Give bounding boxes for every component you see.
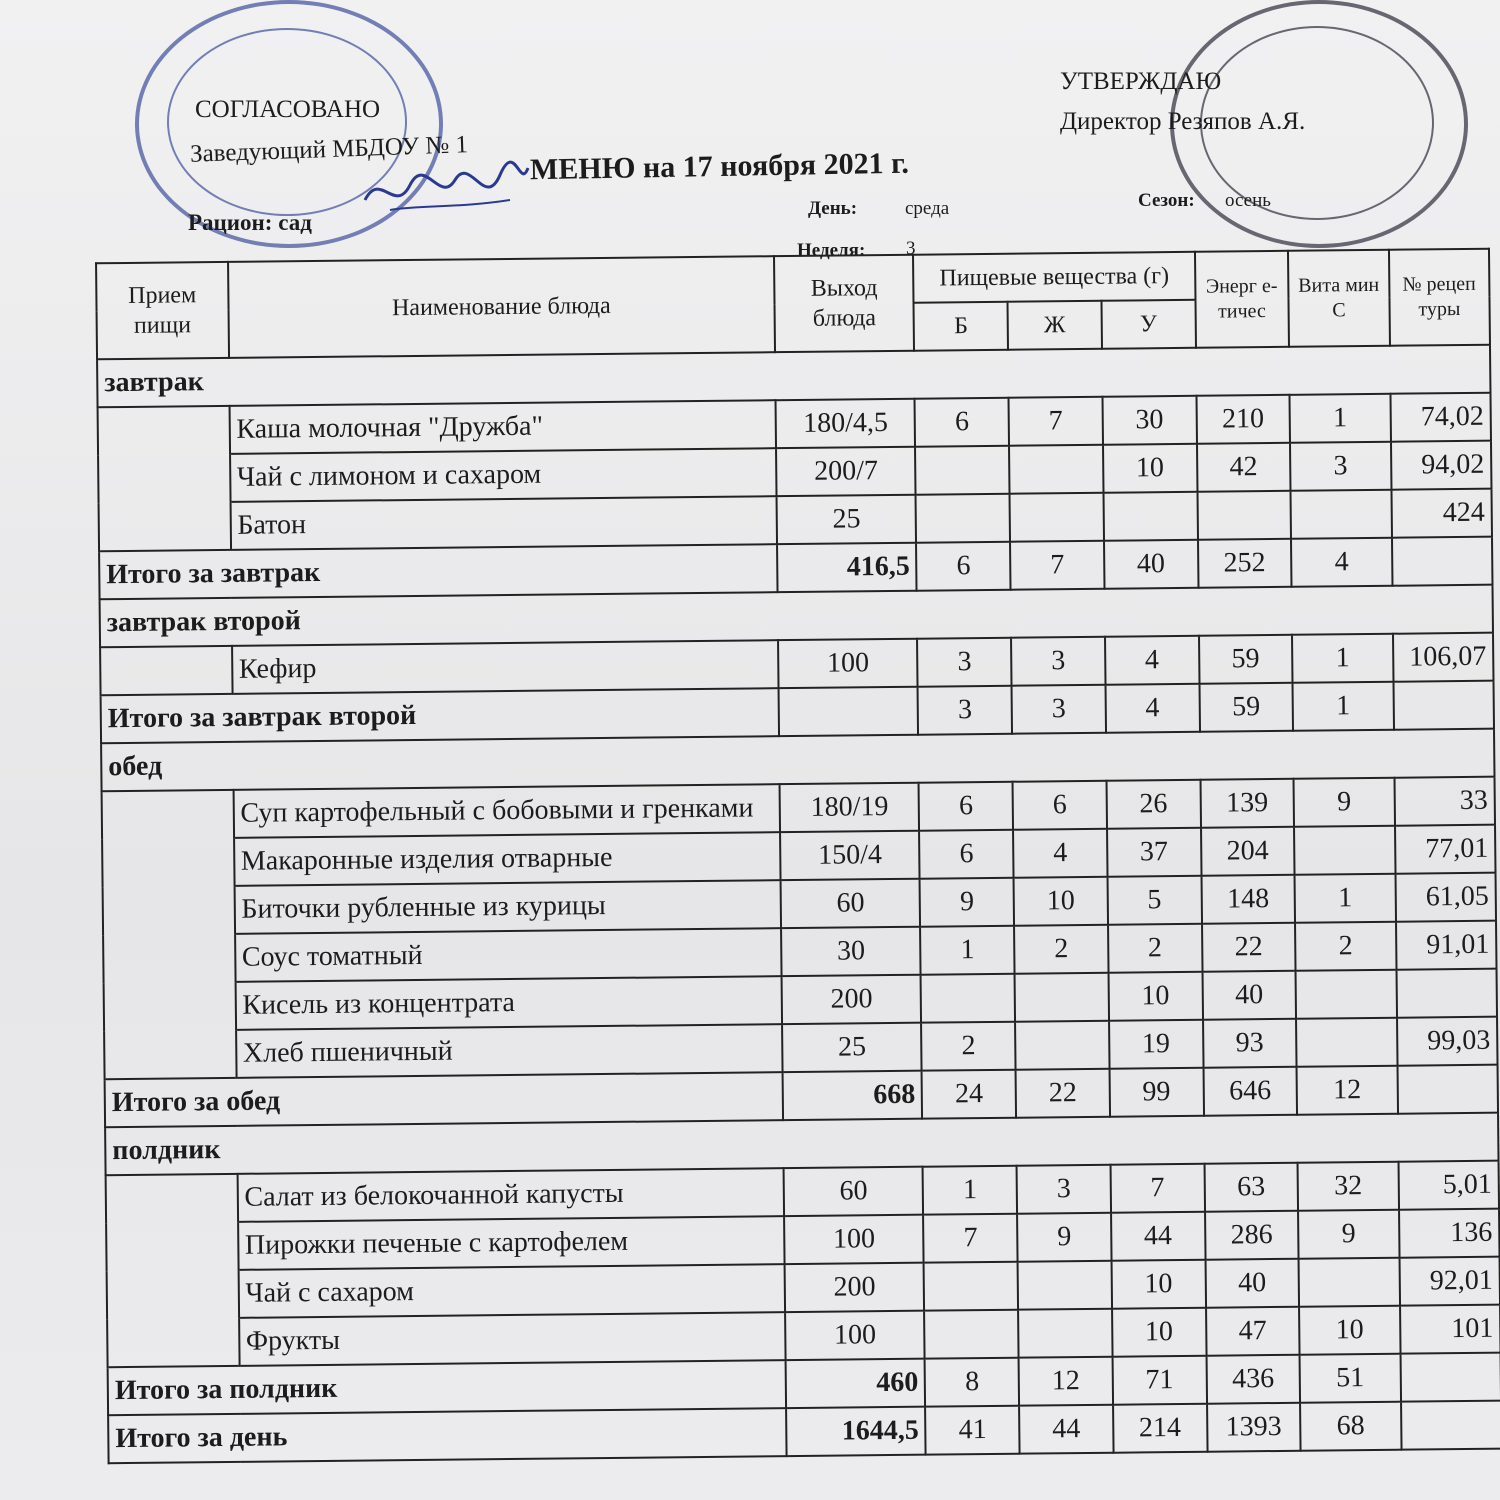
cell-energy: 40 <box>1205 1259 1299 1308</box>
header-dish: Наименование блюда <box>228 256 775 358</box>
cell-recipe <box>1396 969 1497 1018</box>
meal-indent-cell <box>107 1318 239 1367</box>
meal-section-label: завтрак второй <box>100 585 1493 648</box>
total-zh: 7 <box>1010 541 1104 590</box>
page-title: МЕНЮ на 17 ноября 2021 г. <box>529 146 910 187</box>
cell-b: 6 <box>915 398 1009 447</box>
cell-energy: 47 <box>1206 1307 1300 1356</box>
day-total-zh: 44 <box>1019 1405 1113 1454</box>
cell-u: 10 <box>1112 1308 1206 1357</box>
meal-section-label: полдник <box>105 1113 1498 1176</box>
cell-zh <box>1010 493 1104 542</box>
meal-indent-cell <box>98 406 230 455</box>
header-energy: Энерг е-тичес <box>1195 251 1290 348</box>
cell-energy: 204 <box>1201 827 1295 876</box>
cell-b <box>915 446 1009 495</box>
week-label: Неделя: <box>797 240 866 261</box>
cell-b: 7 <box>924 1214 1018 1263</box>
cell-yield: 200 <box>782 975 922 1024</box>
total-energy: 646 <box>1203 1067 1297 1116</box>
menu-table-wrapper <box>95 248 1500 1453</box>
dish-name: Хлеб пшеничный <box>236 1024 783 1078</box>
cell-zh <box>1009 445 1103 494</box>
cell-u: 4 <box>1105 636 1199 685</box>
total-b: 8 <box>925 1358 1019 1407</box>
total-yield: 460 <box>786 1359 926 1408</box>
total-zh: 12 <box>1019 1357 1113 1406</box>
header-yield: Выход блюда <box>774 255 914 352</box>
cell-b: 9 <box>920 878 1014 927</box>
cell-zh <box>1018 1261 1112 1310</box>
meal-indent-cell <box>103 934 235 983</box>
dish-name: Суп картофельный с бобовыми и гренками <box>233 784 780 838</box>
cell-zh: 9 <box>1017 1213 1111 1262</box>
cell-b <box>916 494 1010 543</box>
total-yield <box>779 687 919 736</box>
total-energy: 252 <box>1198 539 1292 588</box>
dish-name: Чай с сахаром <box>238 1264 785 1318</box>
cell-recipe: 61,05 <box>1395 873 1496 922</box>
cell-recipe: 74,02 <box>1390 393 1491 442</box>
cell-yield: 30 <box>781 927 921 976</box>
day-total-u: 214 <box>1113 1404 1207 1453</box>
cell-yield: 100 <box>784 1215 924 1264</box>
ration-label: Рацион: сад <box>188 210 312 235</box>
header-vitamin: Вита мин С <box>1288 250 1389 347</box>
meal-indent-cell <box>104 1030 236 1079</box>
meal-section-label: завтрак <box>97 345 1490 408</box>
total-b: 3 <box>918 686 1012 735</box>
cell-recipe: 5,01 <box>1398 1161 1499 1210</box>
total-yield: 416,5 <box>777 543 917 592</box>
dish-name: Батон <box>230 496 777 550</box>
cell-vit <box>1296 1018 1397 1067</box>
header-b: Б <box>914 302 1008 351</box>
cell-zh: 6 <box>1013 781 1107 830</box>
total-label: Итого за завтрак <box>99 544 778 599</box>
cell-yield: 180/4,5 <box>776 399 916 448</box>
total-u: 71 <box>1112 1356 1206 1405</box>
cell-b <box>924 1262 1018 1311</box>
total-recipe <box>1400 1353 1500 1402</box>
meal-indent-cell <box>100 646 232 695</box>
header-u: У <box>1101 300 1195 349</box>
header-nutrients: Пищевые вещества (г) <box>913 252 1195 303</box>
cell-u: 19 <box>1109 1020 1203 1069</box>
cell-u: 30 <box>1102 396 1196 445</box>
dish-name: Пирожки печеные с картофелем <box>238 1216 785 1270</box>
cell-vit: 9 <box>1298 1210 1399 1259</box>
cell-u: 10 <box>1111 1260 1205 1309</box>
cell-energy: 139 <box>1200 779 1294 828</box>
cell-zh: 2 <box>1014 925 1108 974</box>
day-value: среда <box>905 198 950 219</box>
meal-indent-cell <box>106 1222 238 1271</box>
cell-b: 3 <box>917 638 1011 687</box>
dish-name: Соус томатный <box>235 928 782 982</box>
header-recipe: № рецеп туры <box>1389 249 1490 346</box>
cell-recipe: 91,01 <box>1396 921 1497 970</box>
cell-yield: 150/4 <box>780 831 920 880</box>
total-label: Итого за завтрак второй <box>101 688 780 743</box>
cell-yield: 60 <box>781 879 921 928</box>
cell-energy: 59 <box>1199 635 1293 684</box>
total-b: 6 <box>916 542 1010 591</box>
cell-yield: 60 <box>784 1167 924 1216</box>
header-meal: Прием пищи <box>96 262 229 359</box>
dish-name: Макаронные изделия отварные <box>234 832 781 886</box>
cell-vit <box>1299 1258 1400 1307</box>
cell-u: 10 <box>1103 444 1197 493</box>
menu-table <box>95 248 1500 1465</box>
cell-recipe: 136 <box>1399 1209 1500 1258</box>
cell-energy: 210 <box>1196 395 1290 444</box>
meal-indent-cell <box>102 838 234 887</box>
meal-indent-cell <box>104 982 236 1031</box>
cell-recipe: 92,01 <box>1399 1257 1500 1306</box>
total-recipe <box>1392 537 1493 586</box>
cell-b: 1 <box>921 926 1015 975</box>
week-value: 3 <box>906 238 916 259</box>
cell-energy: 148 <box>1201 875 1295 924</box>
cell-recipe: 94,02 <box>1391 441 1492 490</box>
dish-name: Кефир <box>232 640 779 694</box>
total-label: Итого за полдник <box>108 1360 787 1415</box>
total-vit: 4 <box>1291 538 1392 587</box>
cell-energy: 93 <box>1203 1019 1297 1068</box>
cell-u: 37 <box>1107 828 1201 877</box>
total-u: 99 <box>1109 1068 1203 1117</box>
cell-energy: 40 <box>1202 971 1296 1020</box>
total-u: 40 <box>1104 540 1198 589</box>
total-energy: 59 <box>1199 683 1293 732</box>
cell-b <box>921 974 1015 1023</box>
cell-energy: 22 <box>1202 923 1296 972</box>
cell-vit: 1 <box>1290 394 1391 443</box>
cell-yield: 200/7 <box>776 447 916 496</box>
cell-zh <box>1018 1309 1112 1358</box>
total-recipe <box>1397 1065 1498 1114</box>
cell-vit: 1 <box>1295 874 1396 923</box>
cell-u <box>1103 492 1197 541</box>
day-total-b: 41 <box>926 1406 1020 1455</box>
head-left-label: Заведующий МБДОУ № 1 <box>189 131 469 168</box>
day-total-vit: 68 <box>1300 1402 1401 1451</box>
meal-indent-cell <box>102 790 234 839</box>
total-recipe <box>1393 681 1494 730</box>
total-label: Итого за обед <box>105 1072 784 1127</box>
cell-recipe: 106,07 <box>1393 633 1494 682</box>
meal-indent-cell <box>107 1270 239 1319</box>
meal-indent-cell <box>99 502 231 551</box>
day-total-yield: 1644,5 <box>786 1407 926 1456</box>
cell-zh <box>1015 1021 1109 1070</box>
cell-vit <box>1291 490 1392 539</box>
meal-section-label: обед <box>101 729 1494 792</box>
cell-u: 2 <box>1108 924 1202 973</box>
day-label: День: <box>808 198 858 219</box>
cell-zh: 3 <box>1017 1165 1111 1214</box>
total-vit: 51 <box>1300 1354 1401 1403</box>
header-zh: Ж <box>1008 301 1102 350</box>
cell-yield: 180/19 <box>780 783 920 832</box>
cell-recipe: 101 <box>1400 1305 1500 1354</box>
total-u: 4 <box>1105 684 1199 733</box>
total-vit: 12 <box>1297 1066 1398 1115</box>
cell-vit <box>1296 970 1397 1019</box>
cell-vit: 9 <box>1294 778 1395 827</box>
director-label: Директор Резяпов А.Я. <box>1060 108 1306 135</box>
cell-vit <box>1294 826 1395 875</box>
cell-zh: 4 <box>1013 829 1107 878</box>
cell-u: 7 <box>1110 1164 1204 1213</box>
meal-indent-cell <box>106 1174 238 1223</box>
cell-yield: 25 <box>777 495 917 544</box>
cell-energy: 63 <box>1204 1163 1298 1212</box>
cell-b: 2 <box>922 1022 1016 1071</box>
cell-vit: 2 <box>1295 922 1396 971</box>
day-total-energy: 1393 <box>1207 1403 1301 1452</box>
cell-u: 5 <box>1107 876 1201 925</box>
cell-b: 6 <box>919 782 1013 831</box>
meal-indent-cell <box>98 454 230 503</box>
cell-energy: 286 <box>1205 1211 1299 1260</box>
cell-yield: 200 <box>785 1263 925 1312</box>
cell-vit: 1 <box>1292 634 1393 683</box>
total-vit: 1 <box>1293 682 1394 731</box>
dish-name: Салат из белокочанной капусты <box>237 1168 784 1222</box>
cell-energy <box>1197 491 1291 540</box>
cell-zh <box>1015 973 1109 1022</box>
cell-energy: 42 <box>1197 443 1291 492</box>
cell-yield: 100 <box>778 639 918 688</box>
cell-b: 6 <box>920 830 1014 879</box>
season-label: Сезон: <box>1138 190 1195 211</box>
total-energy: 436 <box>1206 1355 1300 1404</box>
total-zh: 3 <box>1012 685 1106 734</box>
total-b: 24 <box>922 1070 1016 1119</box>
cell-b <box>925 1310 1019 1359</box>
meal-indent-cell <box>103 886 235 935</box>
dish-name: Кисель из концентрата <box>235 976 782 1030</box>
cell-zh: 3 <box>1011 637 1105 686</box>
cell-yield: 100 <box>785 1311 925 1360</box>
dish-name: Фрукты <box>239 1312 786 1366</box>
approved-left-label: СОГЛАСОВАНО <box>195 96 381 123</box>
menu-table-body <box>97 345 1500 1464</box>
season-value: осень <box>1225 190 1271 211</box>
approve-right-label: УТВЕРЖДАЮ <box>1060 68 1222 95</box>
handwritten-signature <box>360 160 530 220</box>
dish-name: Биточки рубленные из курицы <box>234 880 781 934</box>
cell-zh: 10 <box>1014 877 1108 926</box>
cell-u: 10 <box>1108 972 1202 1021</box>
cell-recipe: 99,03 <box>1397 1017 1498 1066</box>
cell-yield: 25 <box>782 1023 922 1072</box>
dish-name: Каша молочная "Дружба" <box>229 400 776 454</box>
cell-vit: 3 <box>1290 442 1391 491</box>
cell-vit: 10 <box>1299 1306 1400 1355</box>
cell-u: 44 <box>1111 1212 1205 1261</box>
cell-recipe: 77,01 <box>1395 825 1496 874</box>
dish-name: Чай с лимоном и сахаром <box>230 448 777 502</box>
cell-zh: 7 <box>1009 397 1103 446</box>
total-yield: 668 <box>783 1071 923 1120</box>
cell-u: 26 <box>1106 780 1200 829</box>
cell-recipe: 424 <box>1391 489 1492 538</box>
cell-b: 1 <box>923 1166 1017 1215</box>
day-total-label: Итого за день <box>108 1408 787 1463</box>
day-total-recipe <box>1401 1401 1500 1450</box>
cell-recipe: 33 <box>1394 777 1495 826</box>
cell-vit: 32 <box>1298 1162 1399 1211</box>
total-zh: 22 <box>1016 1069 1110 1118</box>
